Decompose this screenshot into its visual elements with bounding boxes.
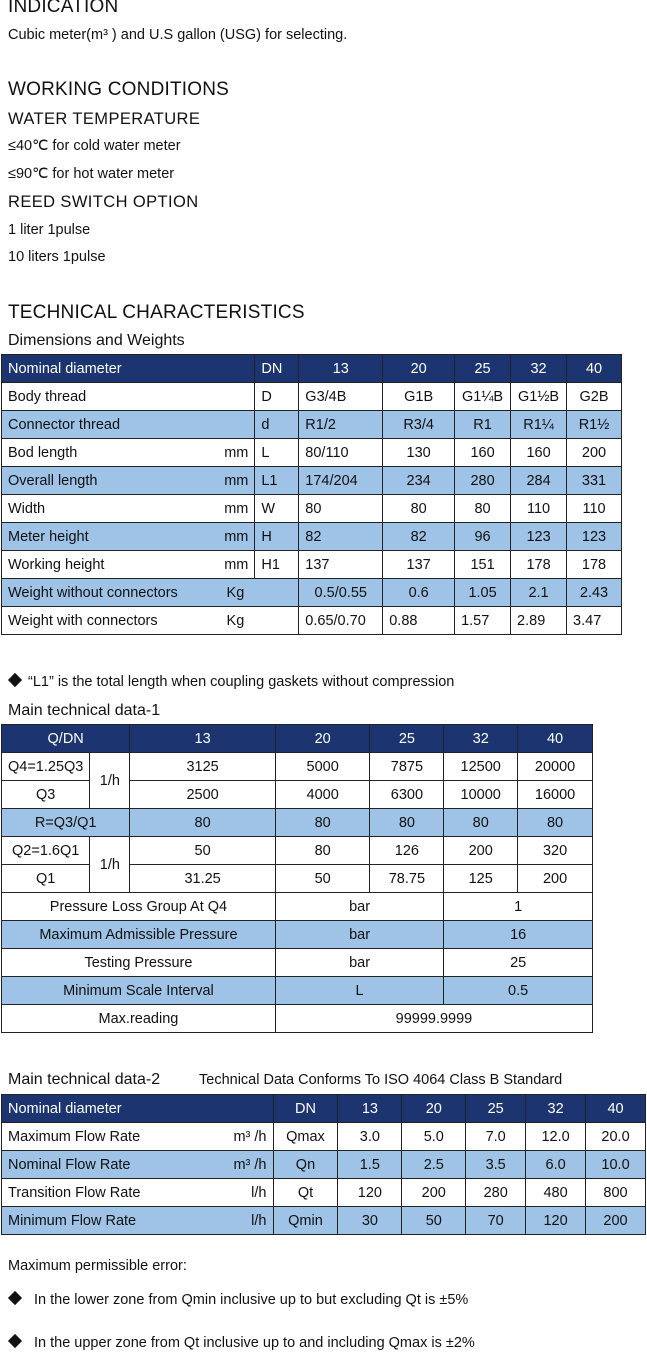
value-cell: 120 bbox=[526, 1207, 586, 1235]
reed-switch-heading: REED SWITCH OPTION bbox=[8, 193, 199, 211]
value-cell: R1¼ bbox=[511, 411, 567, 439]
value-cell: 123 bbox=[567, 523, 622, 551]
flow-row bbox=[2, 837, 593, 865]
value-cell: G1B bbox=[383, 383, 455, 411]
row-unit: Kg bbox=[226, 612, 245, 629]
value-cell: 6.0 bbox=[526, 1151, 586, 1179]
value-cell: 12.0 bbox=[526, 1123, 586, 1151]
value-cell: 0.5/0.55 bbox=[299, 579, 383, 607]
row-label-cell bbox=[2, 355, 255, 383]
value-cell: 32 bbox=[526, 1095, 586, 1123]
row-label: Nominal diameter bbox=[8, 1100, 122, 1117]
value-cell: R3/4 bbox=[383, 411, 455, 439]
main-data-2-heading: Main technical data-2 bbox=[8, 1071, 161, 1088]
cold-water-line: ≤40℃ for cold water meter bbox=[8, 138, 181, 154]
diamond-bullet-icon bbox=[8, 1291, 22, 1305]
param-row bbox=[2, 893, 593, 921]
row-label: Nominal diameter bbox=[8, 360, 122, 377]
value-cell: 200 bbox=[586, 1207, 646, 1235]
row-label-cell bbox=[2, 1151, 274, 1179]
value-cell: 80 bbox=[130, 809, 276, 837]
dimensions-row bbox=[2, 551, 622, 579]
row-symbol: L bbox=[255, 439, 299, 467]
param-unit: bar bbox=[275, 893, 443, 921]
value-cell: 280 bbox=[455, 467, 511, 495]
row-unit: l/h bbox=[251, 1184, 267, 1201]
param-row bbox=[2, 977, 593, 1005]
row-label: Working height bbox=[8, 556, 105, 573]
value-cell: 3125 bbox=[130, 753, 276, 781]
row-unit: mm bbox=[224, 556, 249, 573]
value-cell: 20 bbox=[402, 1095, 466, 1123]
value-cell: 32 bbox=[511, 355, 567, 383]
row-label: Minimum Flow Rate bbox=[8, 1212, 137, 1229]
value-cell: 200 bbox=[567, 439, 622, 467]
dimensions-row bbox=[2, 495, 622, 523]
row-symbol: H bbox=[255, 523, 299, 551]
indication-heading: INDICATION bbox=[8, 0, 119, 17]
error-item-lower bbox=[10, 1292, 468, 1308]
value-cell: 12500 bbox=[444, 753, 518, 781]
value-cell: 174/204 bbox=[299, 467, 383, 495]
value-cell: 125 bbox=[444, 865, 518, 893]
row-unit: m³ /h bbox=[233, 1128, 267, 1145]
value-cell: 2.5 bbox=[402, 1151, 466, 1179]
value-cell: 178 bbox=[567, 551, 622, 579]
value-cell: 2.1 bbox=[511, 579, 567, 607]
main-data-2-subheading: Technical Data Conforms To ISO 4064 Class B Standard bbox=[199, 1072, 563, 1088]
row-label: Body thread bbox=[8, 388, 87, 405]
value-cell: 80 bbox=[275, 809, 370, 837]
row-label-cell bbox=[2, 1095, 274, 1123]
row-label-cell bbox=[2, 467, 255, 495]
row-unit: mm bbox=[224, 500, 249, 517]
value-cell: 31.25 bbox=[130, 865, 276, 893]
row-symbol: D bbox=[255, 383, 299, 411]
value-cell: G1½B bbox=[511, 383, 567, 411]
value-cell: 0.6 bbox=[383, 579, 455, 607]
value-cell: 80 bbox=[299, 495, 383, 523]
value-cell: 178 bbox=[511, 551, 567, 579]
value-cell: 137 bbox=[383, 551, 455, 579]
row-label-cell bbox=[2, 411, 255, 439]
value-cell: 130 bbox=[383, 439, 455, 467]
row-label: Meter height bbox=[8, 528, 89, 545]
flow-label: R=Q3/Q1 bbox=[2, 809, 130, 837]
value-cell: 160 bbox=[511, 439, 567, 467]
technical-heading: TECHNICAL CHARACTERISTICS bbox=[8, 302, 305, 323]
value-cell: 80 bbox=[444, 809, 518, 837]
param-unit: L bbox=[275, 977, 443, 1005]
main-data-1-header-row bbox=[2, 725, 593, 753]
value-cell: 0.65/0.70 bbox=[299, 607, 383, 635]
param-row bbox=[2, 921, 593, 949]
value-cell: 4000 bbox=[275, 781, 370, 809]
dimensions-row bbox=[2, 607, 622, 635]
dimensions-row bbox=[2, 383, 622, 411]
dimensions-heading: Dimensions and Weights bbox=[8, 332, 185, 349]
value-cell: 96 bbox=[455, 523, 511, 551]
value-cell: 2.89 bbox=[511, 607, 567, 635]
row-unit: mm bbox=[224, 444, 249, 461]
param-value: 25 bbox=[444, 949, 593, 977]
header-cell: Q/DN bbox=[2, 725, 130, 753]
value-cell: 160 bbox=[455, 439, 511, 467]
value-cell: 3.47 bbox=[567, 607, 622, 635]
param-label: Pressure Loss Group At Q4 bbox=[2, 893, 276, 921]
value-cell: 480 bbox=[526, 1179, 586, 1207]
value-cell: R1½ bbox=[567, 411, 622, 439]
value-cell: 5.0 bbox=[402, 1123, 466, 1151]
dimensions-row bbox=[2, 439, 622, 467]
row-symbol: DN bbox=[273, 1095, 338, 1123]
error-item-lower-text: In the lower zone from Qmin inclusive up to but excluding Qt is ±5% bbox=[34, 1292, 469, 1308]
row-symbol: Qn bbox=[273, 1151, 338, 1179]
value-cell: 80 bbox=[455, 495, 511, 523]
dimensions-row bbox=[2, 411, 622, 439]
main-data-2-row bbox=[2, 1207, 646, 1235]
value-cell: 20 bbox=[383, 355, 455, 383]
row-symbol: d bbox=[255, 411, 299, 439]
value-cell: 6300 bbox=[370, 781, 444, 809]
param-label: Minimum Scale Interval bbox=[2, 977, 276, 1005]
value-cell: 30 bbox=[338, 1207, 402, 1235]
row-symbol: DN bbox=[255, 355, 299, 383]
param-unit: bar bbox=[275, 921, 443, 949]
row-label-cell bbox=[2, 1207, 274, 1235]
main-data-2-row bbox=[2, 1095, 646, 1123]
value-cell: 123 bbox=[511, 523, 567, 551]
row-label-cell bbox=[2, 383, 255, 411]
row-symbol: Qt bbox=[273, 1179, 338, 1207]
value-cell: 10.0 bbox=[586, 1151, 646, 1179]
value-cell: 70 bbox=[466, 1207, 526, 1235]
value-cell: R1/2 bbox=[299, 411, 383, 439]
row-label-cell bbox=[2, 551, 255, 579]
value-cell: 50 bbox=[275, 865, 370, 893]
value-cell: 80/110 bbox=[299, 439, 383, 467]
header-cell: 20 bbox=[275, 725, 370, 753]
value-cell: 16000 bbox=[518, 781, 593, 809]
max-reading-row bbox=[2, 1005, 593, 1033]
dimensions-table bbox=[1, 354, 622, 635]
main-data-2-table bbox=[1, 1094, 646, 1235]
value-cell: 7875 bbox=[370, 753, 444, 781]
value-cell: 78.75 bbox=[370, 865, 444, 893]
value-cell: 200 bbox=[402, 1179, 466, 1207]
diamond-bullet-icon bbox=[8, 673, 22, 687]
param-value: 1 bbox=[444, 893, 593, 921]
value-cell: 234 bbox=[383, 467, 455, 495]
value-cell: 50 bbox=[130, 837, 276, 865]
value-cell: 80 bbox=[383, 495, 455, 523]
row-symbol: Qmin bbox=[273, 1207, 338, 1235]
hot-water-line: ≤90℃ for hot water meter bbox=[8, 166, 175, 182]
value-cell: 1.57 bbox=[455, 607, 511, 635]
row-label: Bod length bbox=[8, 444, 78, 461]
dimensions-row bbox=[2, 579, 622, 607]
value-cell: 151 bbox=[455, 551, 511, 579]
flow-label: Q1 bbox=[2, 865, 90, 893]
value-cell: 3.5 bbox=[466, 1151, 526, 1179]
row-symbol: Qmax bbox=[273, 1123, 338, 1151]
row-label-cell bbox=[2, 1179, 274, 1207]
param-label: Maximum Admissible Pressure bbox=[2, 921, 276, 949]
row-symbol: H1 bbox=[255, 551, 299, 579]
max-reading-value: 99999.9999 bbox=[275, 1005, 592, 1033]
value-cell: 320 bbox=[518, 837, 593, 865]
row-unit: mm bbox=[224, 472, 249, 489]
main-data-2-row bbox=[2, 1179, 646, 1207]
value-cell: 120 bbox=[338, 1179, 402, 1207]
value-cell: 10000 bbox=[444, 781, 518, 809]
row-label-cell bbox=[2, 607, 299, 635]
error-item-upper-text: In the upper zone from Qt inclusive up to and including Qmax is ±2% bbox=[34, 1335, 475, 1351]
value-cell: 7.0 bbox=[466, 1123, 526, 1151]
param-value: 16 bbox=[444, 921, 593, 949]
param-value: 0.5 bbox=[444, 977, 593, 1005]
value-cell: 280 bbox=[466, 1179, 526, 1207]
value-cell: 25 bbox=[466, 1095, 526, 1123]
row-label-cell bbox=[2, 495, 255, 523]
value-cell: 284 bbox=[511, 467, 567, 495]
flow-label: Q3 bbox=[2, 781, 90, 809]
value-cell: 82 bbox=[299, 523, 383, 551]
value-cell: 126 bbox=[370, 837, 444, 865]
flow-unit: 1/h bbox=[90, 753, 130, 809]
dimensions-row bbox=[2, 467, 622, 495]
main-data-2-row bbox=[2, 1151, 646, 1179]
dimensions-row bbox=[2, 523, 622, 551]
row-unit: m³ /h bbox=[233, 1156, 267, 1173]
flow-row bbox=[2, 753, 593, 781]
row-symbol: L1 bbox=[255, 467, 299, 495]
value-cell: 3.0 bbox=[338, 1123, 402, 1151]
value-cell: 110 bbox=[567, 495, 622, 523]
error-heading: Maximum permissible error: bbox=[8, 1258, 187, 1274]
row-label: Overall length bbox=[8, 472, 98, 489]
value-cell: 20.0 bbox=[586, 1123, 646, 1151]
value-cell: 80 bbox=[370, 809, 444, 837]
value-cell: 1.05 bbox=[455, 579, 511, 607]
value-cell: 40 bbox=[586, 1095, 646, 1123]
value-cell: 110 bbox=[511, 495, 567, 523]
row-label-cell bbox=[2, 523, 255, 551]
value-cell: 13 bbox=[338, 1095, 402, 1123]
value-cell: R1 bbox=[455, 411, 511, 439]
header-cell: 13 bbox=[130, 725, 276, 753]
value-cell: 2500 bbox=[130, 781, 276, 809]
row-label-cell bbox=[2, 579, 299, 607]
value-cell: 13 bbox=[299, 355, 383, 383]
row-label: Connector thread bbox=[8, 416, 121, 433]
value-cell: 200 bbox=[518, 865, 593, 893]
row-label: Nominal Flow Rate bbox=[8, 1156, 131, 1173]
flow-row bbox=[2, 809, 593, 837]
value-cell: 5000 bbox=[275, 753, 370, 781]
flow-label: Q4=1.25Q3 bbox=[2, 753, 90, 781]
row-unit: l/h bbox=[251, 1212, 267, 1229]
value-cell: 137 bbox=[299, 551, 383, 579]
main-data-1-heading: Main technical data-1 bbox=[8, 702, 161, 719]
value-cell: 331 bbox=[567, 467, 622, 495]
row-label: Transition Flow Rate bbox=[8, 1184, 141, 1201]
max-reading-label: Max.reading bbox=[2, 1005, 276, 1033]
row-symbol: W bbox=[255, 495, 299, 523]
water-temperature-heading: WATER TEMPERATURE bbox=[8, 110, 201, 128]
value-cell: 0.88 bbox=[383, 607, 455, 635]
row-unit: mm bbox=[224, 528, 249, 545]
main-data-2-row bbox=[2, 1123, 646, 1151]
indication-text: Cubic meter(m³ ) and U.S gallon (USG) for selecting. bbox=[8, 27, 348, 43]
working-conditions-heading: WORKING CONDITIONS bbox=[8, 79, 230, 100]
value-cell: 25 bbox=[455, 355, 511, 383]
param-row bbox=[2, 949, 593, 977]
dimensions-row bbox=[2, 355, 622, 383]
reed-switch-line-2: 10 liters 1pulse bbox=[8, 249, 106, 265]
row-label: Maximum Flow Rate bbox=[8, 1128, 141, 1145]
value-cell: 80 bbox=[518, 809, 593, 837]
flow-unit: 1/h bbox=[90, 837, 130, 893]
value-cell: 80 bbox=[275, 837, 370, 865]
error-item-upper bbox=[10, 1335, 475, 1351]
value-cell: 2.43 bbox=[567, 579, 622, 607]
l1-note-text: “L1” is the total length when coupling gaskets without compression bbox=[28, 674, 455, 690]
row-label-cell bbox=[2, 1123, 274, 1151]
diamond-bullet-icon bbox=[8, 1334, 22, 1348]
l1-note bbox=[10, 674, 454, 690]
header-cell: 32 bbox=[444, 725, 518, 753]
row-label: Weight without connectors bbox=[8, 584, 178, 601]
value-cell: 200 bbox=[444, 837, 518, 865]
param-label: Testing Pressure bbox=[2, 949, 276, 977]
value-cell: 82 bbox=[383, 523, 455, 551]
header-cell: 25 bbox=[370, 725, 444, 753]
value-cell: 800 bbox=[586, 1179, 646, 1207]
row-label: Weight with connectors bbox=[8, 612, 158, 629]
row-label-cell bbox=[2, 439, 255, 467]
row-unit: Kg bbox=[226, 584, 245, 601]
row-label: Width bbox=[8, 500, 46, 517]
param-unit: bar bbox=[275, 949, 443, 977]
main-data-1-table bbox=[1, 724, 593, 1033]
value-cell: 50 bbox=[402, 1207, 466, 1235]
value-cell: G2B bbox=[567, 383, 622, 411]
value-cell: G3/4B bbox=[299, 383, 383, 411]
value-cell: 40 bbox=[567, 355, 622, 383]
value-cell: G1¼B bbox=[455, 383, 511, 411]
header-cell: 40 bbox=[518, 725, 593, 753]
value-cell: 20000 bbox=[518, 753, 593, 781]
reed-switch-line-1: 1 liter 1pulse bbox=[8, 222, 91, 238]
flow-label: Q2=1.6Q1 bbox=[2, 837, 90, 865]
value-cell: 1.5 bbox=[338, 1151, 402, 1179]
